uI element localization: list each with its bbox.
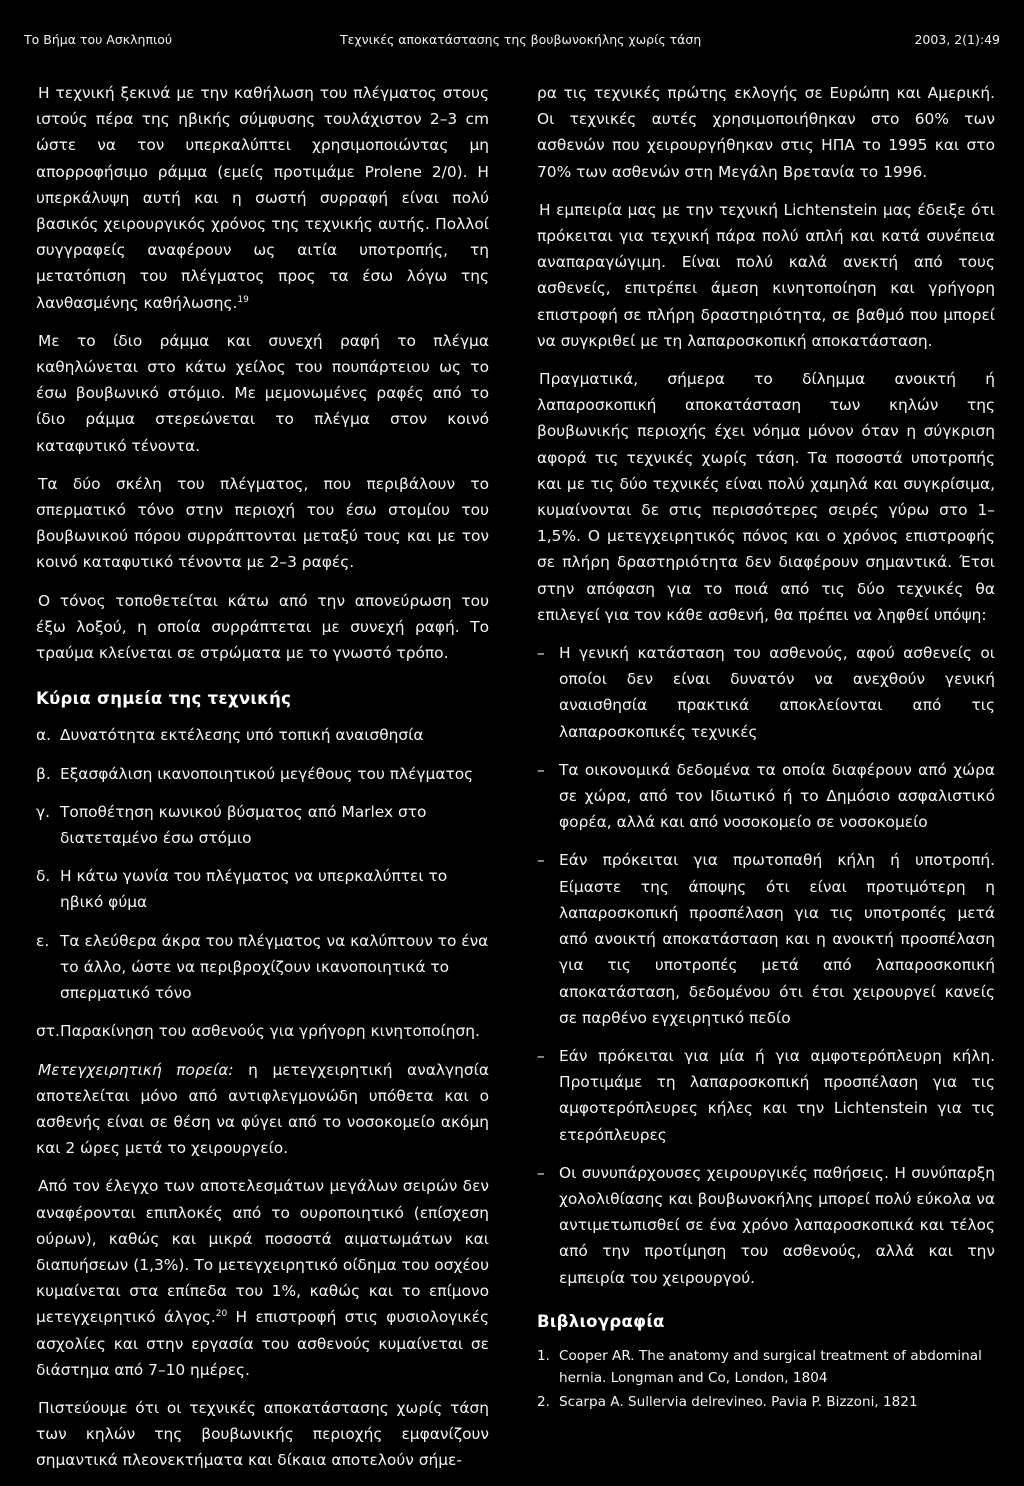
list-item xyxy=(537,1043,995,1148)
list-marker: – xyxy=(537,644,545,663)
list-item-text: Τα οικονομικά δεδομένα τα οποία διαφέρουν από χώρα σε χώρα, από τον Ιδιωτικό ή το Δημόσιο ασφαλιστικό φορέα, αλλά και από νοσοκομείο σε νοσοκομείο xyxy=(559,760,995,832)
list-marker: ε. xyxy=(36,931,50,950)
list-item-text: Παρακίνηση του ασθενούς για γρήγορη κινητοποίηση. xyxy=(60,1022,480,1041)
list-item-text: Οι συνυπάρχουσες χειρουργικές παθήσεις. Η συνύπαρξη χολολιθίασης και βουβωνοκήλης μπορεί πολύ εύκολα να αντιμετωπισθεί σε ένα χρόνο λαπαροσκοπικά και τέλος από την προτίμηση του ασθενούς, αλλά και την εμπειρία του χειρουργού. xyxy=(559,1163,995,1287)
paragraph xyxy=(36,1057,489,1162)
section-heading: Κύρια σημεία της τεχνικής xyxy=(36,689,292,709)
list-item xyxy=(36,799,489,851)
paragraph: Ο τόνος τοποθετείται κάτω από την απονεύρωση του έξω λοξού, η οποία συρράπτεται με συνεχή ραφή. Το τραύμα κλείνεται σε στρώματα με το γνωστό τρόπο. xyxy=(36,591,489,663)
paragraph-text: Η τεχνική ξεκινά με την καθήλωση του πλέγματος στους ιστούς πέρα της ηβικής σύμφυσης τουλάχιστον 2–3 cm ώστε να τον υπερκαλύπτει χρησιμοποιώντας μη απορροφήσιμο ράμμα (εμείς προτιμάμε Prolene 2/0). Η υπερκάλυψη αυτή και η σωστή συρραφή είναι πολύ βασικός χειρουργικός χρόνος της τεχνικής αυτής. Πολλοί συγγραφείς αναφέρουν ως αιτία υποτροπής, τη μετατόπιση του πλέγματος προς τα έσω λόγω της λανθασμένης καθήλωσης. xyxy=(36,84,489,312)
list-item xyxy=(36,1018,489,1044)
article-title: Τεχνικές αποκατάστασης της βουβωνοκήλης χωρίς τάση xyxy=(340,32,702,47)
reference-text: Scarpa A. Sullervia delrevineo. Pavia P. Bizzoni, 1821 xyxy=(559,1393,918,1410)
citation-ref: 20 xyxy=(215,1309,228,1320)
list-item xyxy=(537,1160,995,1291)
reference-item xyxy=(537,1391,995,1413)
paragraph-text: Η επιστροφή στις φυσιολογικές ασχολίες και στην εργασία του ασθενούς κυμαίνεται σε διάστημα από 7–10 ημέρες. xyxy=(36,1308,489,1379)
journal-name: Το Βήμα του Ασκληπιού xyxy=(24,32,173,47)
list-marker: – xyxy=(537,1046,545,1065)
list-marker: – xyxy=(537,1163,545,1182)
paragraph: Με το ίδιο ράμμα και συνεχή ραφή το πλέγμα καθηλώνεται στο κάτω χείλος του πουπάρτειου ως το έσω βουβωνικό στόμιο. Με μεμονωμένες ραφές από το ίδιο ράμμα στερεώνεται το πλέγμα στον κοινό καταφυτικό τένοντα. xyxy=(36,331,489,455)
paragraph-text: η μετεγχειρητική αναλγησία αποτελείται μόνο από αντιφλεγμονώδη υπόθετα και ο ασθενής είναι σε θέση να φύγει από το νοσοκομείο ακόμη και 2 ώρες μετά το χειρουργείο. xyxy=(36,1060,489,1158)
key-points-list xyxy=(36,722,489,1044)
paragraph-text: Από τον έλεγχο των αποτελεσμάτων μεγάλων σειρών δεν αναφέρονται επιπλοκές από το ουροποιητικό (επίσχεση ούρων), καθώς και μικρά ποσοστά αιματωμάτων και διαπυήσεων (1,3%). Το μετεγχειρητικό οίδημα του οσχέου κυμαίνεται στα επίπεδα του 1%, καθώς και το επίμονο μετεγχειρητικό άλγος. xyxy=(36,1177,489,1327)
citation-ref: 19 xyxy=(237,294,249,305)
postop-label: Μετεγχειρητική πορεία: xyxy=(38,1060,234,1079)
reference-number: 2. xyxy=(537,1393,550,1410)
running-header xyxy=(24,32,1000,56)
list-item-text: Η κάτω γωνία του πλέγματος να υπερκαλύπτει το ηβικό φύμα xyxy=(60,867,448,912)
list-marker: – xyxy=(537,851,545,870)
list-item xyxy=(537,847,995,1030)
list-marker: γ. xyxy=(36,802,51,821)
left-column xyxy=(36,80,489,1486)
list-item-text: Εάν πρόκειται για μία ή για αμφοτερόπλευρη κήλη. Προτιμάμε τη λαπαροσκοπική προσπέλαση για τις αμφοτερόπλευρες κήλες και την Lichtenstein για τις ετερόπλευρες xyxy=(559,1046,995,1144)
list-marker: δ. xyxy=(36,867,51,886)
list-item xyxy=(36,863,489,915)
list-item xyxy=(36,761,489,787)
list-item xyxy=(36,722,489,748)
list-marker: στ. xyxy=(36,1022,60,1041)
list-item-text: Τα ελεύθερα άκρα του πλέγματος να καλύπτουν το ένα το άλλο, ώστε να περιβροχίζουν ικανοποιητικά το σπερματικό τόνο xyxy=(60,931,489,1003)
right-column xyxy=(537,80,995,1415)
list-item-text: Εξασφάλιση ικανοποιητικού μεγέθους του πλέγματος xyxy=(60,764,474,783)
decision-factors-list xyxy=(537,640,995,1291)
reference-item xyxy=(537,1345,995,1389)
list-item-text: Δυνατότητα εκτέλεσης υπό τοπική αναισθησία xyxy=(60,726,424,745)
paragraph: Πραγματικά, σήμερα το δίλημμα ανοικτή ή λαπαροσκοπική αποκατάσταση των κηλών της βουβωνικής περιοχής έχει νόημα μόνον όταν η σύγκριση αφορά τις τεχνικές χωρίς τάση. Τα ποσοστά υποτροπής και με τις δύο τεχνικές είναι πολύ χαμηλά και συγκρίσιμα, κυμαίνονται δε στις περισσότερες σειρές γύρω στο 1–1,5%. Ο μετεγχειρητικός πόνος και ο χρόνος επιστροφής σε πλήρη δραστηριότητα δεν διαφέρουν σημαντικά. Έτσι στην απόφαση για το ποιά από τις δύο τεχνικές θα επιλεγεί για τον κάθε ασθενή, θα πρέπει να ληφθεί υπόψη: xyxy=(537,370,995,624)
list-marker: β. xyxy=(36,764,51,783)
paragraph: ρα τις τεχνικές πρώτης εκλογής σε Ευρώπη και Αμερική. Οι τεχνικές αυτές χρησιμοποιήθηκαν στο 60% των ασθενών που χειρουργήθηκαν στις ΗΠΑ το 1995 και στο 70% των ασθενών στη Μεγάλη Βρετανία το 1996. xyxy=(537,84,995,181)
bibliography-heading: Βιβλιογραφία xyxy=(537,1311,665,1331)
paragraph: Τα δύο σκέλη του πλέγματος, που περιβάλουν το σπερματικό τόνο στην περιοχή του έσω στομίου του βουβωνικού πόρου συρράπτονται μεταξύ τους και με τον κοινό καταφυτικό τένοντα με 2–3 ραφές. xyxy=(36,474,489,572)
list-item-text: Εάν πρόκειται για πρωτοπαθή κήλη ή υποτροπή. Είμαστε της άποψης ότι είναι προτιμότερη η λαπαροσκοπική προσπέλαση για τις υποτροπές μετά από ανοικτή αποκατάσταση και η ανοικτή προσπέλαση για τις υποτροπές μετά από λαπαροσκοπική αποκατάσταση, δεδομένου ότι έτσι χειρουργεί κανείς σε παρθένο εγχειρητικό πεδίο xyxy=(559,851,995,1027)
paragraph xyxy=(36,1173,489,1383)
list-item xyxy=(537,640,995,745)
paragraph: Η εμπειρία μας με την τεχνική Lichtenstein μας έδειξε ότι πρόκειται για τεχνική πάρα πολύ απλή και κατά συνέπεια αναπαραγώγιμη. Είναι πολύ καλά ανεκτή από τους ασθενείς, επιτρέπει άμεση κινητοποίηση και γρήγορη επιστροφή σε πλήρη δραστηριότητα, σε βαθμό που μπορεί να συγκριθεί με τη λαπαροσκοπική αποκατάσταση. xyxy=(537,200,995,350)
list-marker: – xyxy=(537,760,545,779)
list-item xyxy=(537,757,995,836)
list-item-text: Τοποθέτηση κωνικού βύσματος από Marlex στο διατεταμένο έσω στόμιο xyxy=(60,802,427,848)
list-marker: α. xyxy=(36,726,52,745)
reference-text: Cooper AR. The anatomy and surgical treatment of abdominal hernia. Longman and Co, London, 1804 xyxy=(559,1347,982,1386)
paragraph xyxy=(36,80,489,316)
list-item-text: Η γενική κατάσταση του ασθενούς, αφού ασθενείς οι οποίοι δεν είναι δυνατόν να ανεχθούν γενική αναισθησία πρακτικά αποκλείονται από τις λαπαροσκοπικές τεχνικές xyxy=(559,644,995,741)
issue-page: 2003, 2(1):49 xyxy=(914,32,1000,47)
paragraph: Πιστεύουμε ότι οι τεχνικές αποκατάστασης χωρίς τάση των κηλών της βουβωνικής περιοχής εμφανίζουν σημαντικά πλεονεκτήματα και δίκαια αποτελούν σήμε- xyxy=(36,1398,489,1470)
reference-number: 1. xyxy=(537,1347,550,1364)
list-item xyxy=(36,928,489,1007)
reference-list xyxy=(537,1345,995,1413)
